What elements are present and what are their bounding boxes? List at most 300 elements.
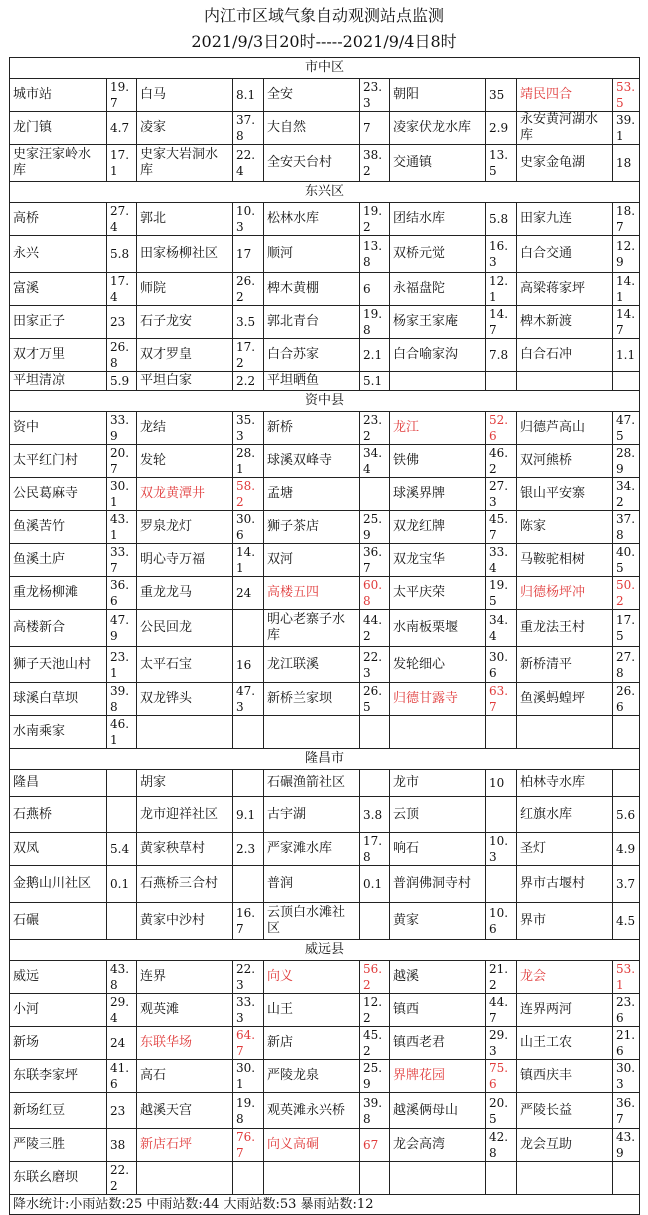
rainfall-value [233,866,264,903]
rainfall-value: 5.1 [360,372,390,391]
station-name: 界市 [517,903,613,940]
station-name: 山王 [264,994,360,1027]
rainfall-value: 8.1 [233,79,264,112]
station-name: 资中 [10,412,107,445]
station-name: 连界 [137,961,233,994]
station-name: 龙江联溪 [264,647,360,683]
station-name: 向义 [264,961,360,994]
station-name: 太平石宝 [137,647,233,683]
rainfall-value: 2.3 [233,833,264,866]
table-row [10,445,640,478]
rainfall-value: 2.9 [486,112,517,145]
station-name: 云顶白水滩社区 [264,903,360,940]
table-row [10,903,640,940]
rainfall-value: 19.5 [486,577,517,610]
rainfall-value: 67 [360,1129,390,1162]
station-name: 师院 [137,273,233,306]
rainfall-value: 12.1 [486,273,517,306]
rainfall-value: 22.2 [107,1162,137,1195]
table-row [10,1162,640,1195]
rainfall-value: 10 [486,770,517,797]
station-name: 越溪天宫 [137,1093,233,1129]
rainfall-value: 19.2 [360,203,390,236]
section-header-row [10,940,640,961]
station-name: 云顶 [390,797,486,833]
table-row [10,112,640,145]
rainfall-value: 38 [107,1129,137,1162]
rainfall-value: 47.3 [233,683,264,716]
table-row [10,412,640,445]
rainfall-value: 6 [360,273,390,306]
rainfall-value: 0.1 [360,866,390,903]
rainfall-value: 13.8 [360,236,390,273]
station-name: 龙江 [390,412,486,445]
station-name: 史家大岩洞水库 [137,145,233,182]
station-name: 罗泉龙灯 [137,511,233,544]
rainfall-value: 47.9 [107,610,137,647]
rainfall-value: 26.5 [360,683,390,716]
rainfall-value: 25.9 [360,1060,390,1093]
station-name: 白合石冲 [517,339,613,372]
rainfall-value: 44.2 [360,610,390,647]
station-name: 顺河 [264,236,360,273]
rainfall-value: 2.1 [360,339,390,372]
station-name: 镇西庆丰 [517,1060,613,1093]
station-name: 石子龙安 [137,306,233,339]
rainfall-value: 58.2 [233,478,264,511]
station-name: 新桥清平 [517,647,613,683]
station-name: 全安天台村 [264,145,360,182]
rainfall-value: 21.2 [486,961,517,994]
rainfall-value: 5.8 [486,203,517,236]
station-name: 石碾 [10,903,107,940]
table-row [10,866,640,903]
station-name: 松林水库 [264,203,360,236]
rainfall-value: 45.2 [360,1027,390,1060]
section-header-row [10,749,640,770]
rainfall-value [360,716,390,749]
rainfall-value: 35.3 [233,412,264,445]
station-name: 古宇湖 [264,797,360,833]
rainfall-value: 34.2 [613,478,640,511]
table-row [10,1129,640,1162]
table-row [10,577,640,610]
rainfall-value: 23 [107,1093,137,1129]
rainfall-value [233,770,264,797]
station-name: 镇西老君 [390,1027,486,1060]
station-name: 马鞍驼相树 [517,544,613,577]
station-name: 越溪俩母山 [390,1093,486,1129]
rainfall-value: 39.1 [613,112,640,145]
station-name: 高桥 [10,203,107,236]
rainfall-value: 46.2 [486,445,517,478]
station-name: 双桥元觉 [390,236,486,273]
page-title: 内江市区域气象自动观测站点监测 [203,6,444,25]
station-name: 靖民四合 [517,79,613,112]
rainfall-value: 14.7 [613,306,640,339]
rainfall-value: 17.8 [360,833,390,866]
station-name: 明心老寨子水库 [264,610,360,647]
station-name: 高梁蒋家坪 [517,273,613,306]
station-name: 史家金龟湖 [517,145,613,182]
section-header-row [10,391,640,412]
rainfall-value: 23.1 [107,647,137,683]
rainfall-value [486,866,517,903]
station-name: 归德杨坪冲 [517,577,613,610]
station-name: 归德芦高山 [517,412,613,445]
rainfall-value: 23.3 [360,79,390,112]
rainfall-value: 16.3 [486,236,517,273]
station-name: 高石 [137,1060,233,1093]
rainfall-value: 39.8 [360,1093,390,1129]
station-name: 黄家中沙村 [137,903,233,940]
observation-period: 2021/9/3日20时-----2021/9/4日8时 [191,32,457,51]
station-name: 圣灯 [517,833,613,866]
rainfall-value: 23.2 [360,412,390,445]
rainfall-value: 22.3 [360,647,390,683]
rainfall-value: 42.8 [486,1129,517,1162]
station-name: 石燕桥三合村 [137,866,233,903]
station-name: 石燕桥 [10,797,107,833]
station-name: 向义高硐 [264,1129,360,1162]
station-name: 严陵长益 [517,1093,613,1129]
rainfall-value: 17.5 [613,610,640,647]
station-name [390,372,486,391]
rainfall-value: 19.8 [233,1093,264,1129]
station-name [517,1162,613,1195]
station-name: 镇西 [390,994,486,1027]
rainfall-value: 30.6 [486,647,517,683]
table-row [10,994,640,1027]
station-name: 团结水库 [390,203,486,236]
rainfall-value: 30.1 [107,478,137,511]
station-name: 田家杨柳社区 [137,236,233,273]
rainfall-value: 4.5 [613,903,640,940]
rainfall-value [613,372,640,391]
rainfall-value: 12.2 [360,994,390,1027]
rainfall-value: 75.6 [486,1060,517,1093]
station-name: 白合苏家 [264,339,360,372]
rainfall-value: 17.4 [107,273,137,306]
station-name: 双龙铧头 [137,683,233,716]
station-name: 小河 [10,994,107,1027]
rainfall-value: 20.7 [107,445,137,478]
station-name [137,716,233,749]
station-name: 双龙宝华 [390,544,486,577]
station-name: 平坦晒鱼 [264,372,360,391]
station-name: 发轮细心 [390,647,486,683]
station-name: 鱼溪土庐 [10,544,107,577]
rainfall-value: 47.5 [613,412,640,445]
rainfall-value: 5.9 [107,372,137,391]
table-row [10,544,640,577]
table-row [10,511,640,544]
station-name: 隆昌 [10,770,107,797]
rainfall-value [486,716,517,749]
station-name: 新场红豆 [10,1093,107,1129]
section-header: 资中县 [10,391,640,412]
station-table [9,57,640,1215]
rainfall-value: 23.6 [613,994,640,1027]
rainfall-value: 2.2 [233,372,264,391]
rainfall-value: 34.4 [486,610,517,647]
table-row [10,372,640,391]
rainfall-value: 64.7 [233,1027,264,1060]
rainfall-value: 33.7 [107,544,137,577]
rainfall-value: 5.6 [613,797,640,833]
rainfall-value: 36.6 [107,577,137,610]
station-name: 龙市迎祥社区 [137,797,233,833]
rainfall-value: 19.8 [360,306,390,339]
rainfall-value: 34.4 [360,445,390,478]
station-name [517,372,613,391]
station-name: 富溪 [10,273,107,306]
rainfall-value: 14.1 [613,273,640,306]
station-name: 严陵三胜 [10,1129,107,1162]
table-row [10,683,640,716]
station-name: 双龙黄潭井 [137,478,233,511]
rainfall-value: 26.2 [233,273,264,306]
rainfall-value: 43.8 [107,961,137,994]
rainfall-value: 28.1 [233,445,264,478]
station-name: 高楼新合 [10,610,107,647]
station-name: 观英滩永兴桥 [264,1093,360,1129]
rainfall-value: 30.1 [233,1060,264,1093]
rainfall-value: 10.3 [486,833,517,866]
table-row [10,833,640,866]
rainfall-value: 44.7 [486,994,517,1027]
station-name: 新桥兰家坝 [264,683,360,716]
rainfall-value: 43.9 [613,1129,640,1162]
rainfall-value: 37.8 [233,112,264,145]
rainfall-value: 7 [360,112,390,145]
section-header-row [10,58,640,79]
station-name: 太平庆荣 [390,577,486,610]
station-name: 归德甘露寺 [390,683,486,716]
station-name: 史家汪家岭水库 [10,145,107,182]
station-name: 重龙龙马 [137,577,233,610]
rainfall-value [613,770,640,797]
station-name: 新店 [264,1027,360,1060]
station-name: 大自然 [264,112,360,145]
rainfall-value: 17.1 [107,145,137,182]
rainfall-value: 18 [613,145,640,182]
station-name: 龙门镇 [10,112,107,145]
table-row [10,797,640,833]
station-name [264,1162,360,1195]
rainfall-value: 5.8 [107,236,137,273]
rainfall-value: 0.1 [107,866,137,903]
table-row [10,1060,640,1093]
station-name: 球溪界牌 [390,478,486,511]
section-header-row [10,182,640,203]
rainfall-value: 33.9 [107,412,137,445]
table-row [10,647,640,683]
station-name: 东联华场 [137,1027,233,1060]
rainfall-value [233,1162,264,1195]
station-name: 球溪双峰寺 [264,445,360,478]
rainfall-value: 22.3 [233,961,264,994]
rainfall-value: 37.8 [613,511,640,544]
station-name: 双河熊桥 [517,445,613,478]
station-name: 严陵龙泉 [264,1060,360,1093]
table-row [10,145,640,182]
station-name: 公民回龙 [137,610,233,647]
station-name: 球溪白草坝 [10,683,107,716]
station-name: 柏林寺水库 [517,770,613,797]
rainfall-value [360,1162,390,1195]
rainfall-value: 21.6 [613,1027,640,1060]
station-name: 双才罗皇 [137,339,233,372]
station-name: 双河 [264,544,360,577]
rainfall-value: 9.1 [233,797,264,833]
station-name: 全安 [264,79,360,112]
station-name [264,716,360,749]
rainfall-value: 39.8 [107,683,137,716]
rainfall-value: 41.6 [107,1060,137,1093]
rainfall-value: 23 [107,306,137,339]
rainfall-value: 29.3 [486,1027,517,1060]
station-name: 铁佛 [390,445,486,478]
section-header: 东兴区 [10,182,640,203]
rainfall-value: 33.3 [233,994,264,1027]
station-name: 田家正子 [10,306,107,339]
rainfall-value: 17.2 [233,339,264,372]
station-name: 双凤 [10,833,107,866]
station-name: 双才万里 [10,339,107,372]
station-name: 龙市 [390,770,486,797]
station-name: 重龙杨柳滩 [10,577,107,610]
station-name [390,1162,486,1195]
station-name: 水南乘家 [10,716,107,749]
table-row [10,236,640,273]
station-name: 郭北 [137,203,233,236]
rainfall-value: 36.7 [613,1093,640,1129]
table-row [10,79,640,112]
station-name: 双龙红牌 [390,511,486,544]
station-name: 鱼溪蚂蝗坪 [517,683,613,716]
station-name: 龙会 [517,961,613,994]
rainfall-value: 36.7 [360,544,390,577]
rainfall-value: 10.6 [486,903,517,940]
station-name: 重龙法王村 [517,610,613,647]
rainfall-value: 19.7 [107,79,137,112]
rainfall-value [107,770,137,797]
station-name: 连界两河 [517,994,613,1027]
table-row [10,961,640,994]
rainfall-value: 43.1 [107,511,137,544]
station-name: 城市站 [10,79,107,112]
station-name: 永安黄河湖水库 [517,112,613,145]
station-name [390,716,486,749]
station-name [517,716,613,749]
rainfall-value: 18.7 [613,203,640,236]
station-name: 孟塘 [264,478,360,511]
station-name: 椑木黄棚 [264,273,360,306]
station-name: 凌家 [137,112,233,145]
table-row [10,273,640,306]
rainfall-value [486,372,517,391]
station-name: 石碾渔箭社区 [264,770,360,797]
station-name: 白合交通 [517,236,613,273]
station-name: 界市古堰村 [517,866,613,903]
station-name: 朝阳 [390,79,486,112]
section-header: 隆昌市 [10,749,640,770]
rainfall-value [233,610,264,647]
station-name: 田家九连 [517,203,613,236]
rainfall-value: 26.8 [107,339,137,372]
station-name [137,1162,233,1195]
rainfall-value [486,797,517,833]
rainfall-value [233,716,264,749]
rainfall-value: 56.2 [360,961,390,994]
precipitation-summary: 降水统计:小雨站数:25 中雨站数:44 大雨站数:53 暴雨站数:12 [10,1195,640,1215]
rainfall-value: 38.2 [360,145,390,182]
rainfall-value: 10.3 [233,203,264,236]
station-name: 凌家伏龙水库 [390,112,486,145]
station-name: 白马 [137,79,233,112]
rainfall-value: 3.5 [233,306,264,339]
rainfall-value [486,1162,517,1195]
station-name: 太平红门村 [10,445,107,478]
rainfall-value: 29.4 [107,994,137,1027]
station-name: 龙会高湾 [390,1129,486,1162]
station-name: 严家滩水库 [264,833,360,866]
rainfall-value: 13.5 [486,145,517,182]
rainfall-value: 14.7 [486,306,517,339]
station-name: 威远 [10,961,107,994]
rainfall-value [360,478,390,511]
rainfall-value: 24 [107,1027,137,1060]
station-name: 杨家王家庵 [390,306,486,339]
table-row [10,339,640,372]
table-row [10,716,640,749]
table-row [10,770,640,797]
station-name: 新桥 [264,412,360,445]
station-name: 银山平安寨 [517,478,613,511]
rainfall-value [613,716,640,749]
station-name: 白合喻家沟 [390,339,486,372]
rainfall-value [360,770,390,797]
station-name: 永兴 [10,236,107,273]
station-name: 普润 [264,866,360,903]
station-name: 观英滩 [137,994,233,1027]
station-name: 黄家秧草村 [137,833,233,866]
table-row [10,610,640,647]
table-row [10,478,640,511]
rainfall-value: 16 [233,647,264,683]
rainfall-value: 40.5 [613,544,640,577]
rainfall-value: 3.8 [360,797,390,833]
rainfall-value: 46.1 [107,716,137,749]
station-name: 水南板栗堰 [390,610,486,647]
station-name: 东联李家坪 [10,1060,107,1093]
table-row [10,1093,640,1129]
rainfall-value: 7.8 [486,339,517,372]
rainfall-value: 27.4 [107,203,137,236]
rainfall-value: 4.7 [107,112,137,145]
rainfall-value: 53.5 [613,79,640,112]
rainfall-value: 45.7 [486,511,517,544]
station-name: 越溪 [390,961,486,994]
station-name: 东联幺磨坝 [10,1162,107,1195]
station-name: 平坦白家 [137,372,233,391]
station-name: 永福盘陀 [390,273,486,306]
rainfall-value: 14.1 [233,544,264,577]
station-name: 陈家 [517,511,613,544]
station-name: 山王工农 [517,1027,613,1060]
rainfall-value: 12.9 [613,236,640,273]
